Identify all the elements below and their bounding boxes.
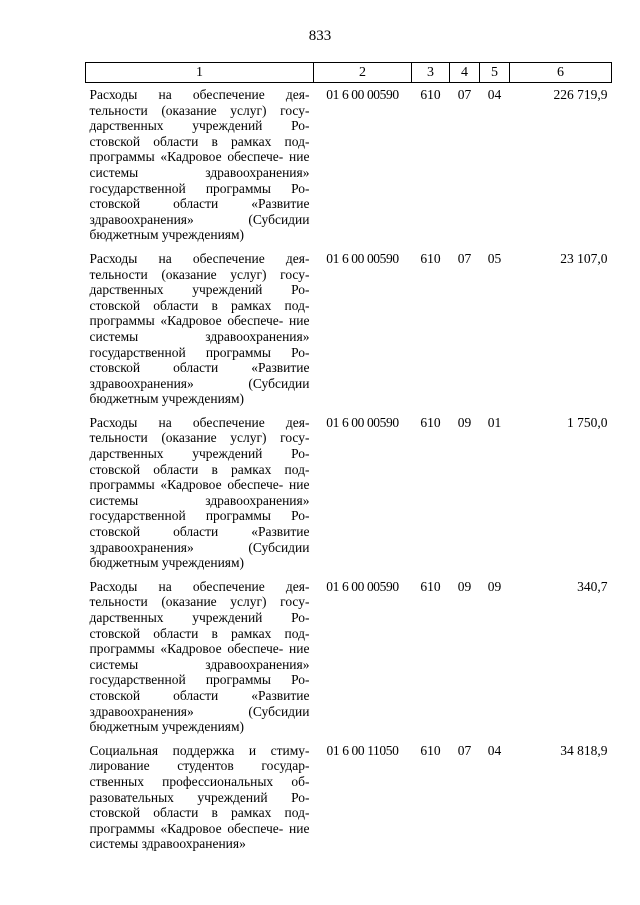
description-line: стовской области «Развитие [89, 360, 310, 376]
description-line: стовской области «Развитие [89, 687, 310, 703]
description-line: дарственных учреждений Ро- [89, 610, 310, 625]
row-code: 01 6 00 00590 [326, 578, 399, 594]
description-line: программы «Кадровое обеспече- [89, 149, 284, 165]
header-row [86, 63, 612, 83]
row-col4: 09 [457, 578, 472, 594]
row-col3: 610 [420, 87, 441, 102]
row-col3: 610 [420, 742, 441, 758]
description-line: тельности (оказание услуг) госу- [89, 430, 310, 446]
description-line: здравоохранения» (Субсидии [89, 539, 310, 555]
row-col5: 09 [487, 578, 502, 594]
row-col3: 610 [420, 414, 441, 430]
description-line: государственной программы Ро- [89, 672, 310, 688]
description-line: стовской области в рамках под- [89, 625, 310, 641]
row-amount: 226 719,9 [553, 87, 608, 102]
description-line: Расходы на обеспечение дея- [89, 87, 310, 102]
description-line: ние системы здравоохранения» [89, 641, 310, 672]
table-row [86, 83, 612, 247]
row-description [86, 83, 314, 247]
row-amount: 23 107,0 [560, 250, 608, 266]
header-col-3: 3 [412, 63, 450, 83]
row-col4: 07 [457, 87, 472, 102]
description-line: бюджетным учреждениям) [89, 391, 245, 407]
description-line: государственной программы Ро- [89, 508, 310, 524]
description-line: программы «Кадровое обеспече- [89, 477, 284, 493]
description-line: бюджетным учреждениям) [89, 719, 245, 735]
description-line: ние системы здравоохранения» [89, 820, 310, 852]
row-description [86, 247, 314, 411]
row-description [86, 739, 314, 856]
description-line: дарственных учреждений Ро- [89, 446, 310, 462]
description-line: лирование студентов государ- [89, 758, 310, 774]
description-line: стовской области «Развитие [89, 524, 310, 540]
description-line: дарственных учреждений Ро- [89, 282, 310, 298]
description-line: стовской области «Развитие [89, 196, 310, 212]
header-col-4: 4 [450, 63, 480, 83]
row-amount: 340,7 [577, 578, 608, 594]
table-row [86, 411, 612, 575]
description-line: здравоохранения» (Субсидии [89, 375, 310, 391]
row-col4: 07 [457, 250, 472, 266]
description-line: тельности (оказание услуг) госу- [89, 266, 310, 282]
budget-table [85, 62, 612, 856]
description-line: стовской области в рамках под- [89, 461, 310, 477]
row-col4: 07 [457, 742, 472, 758]
row-col5: 04 [487, 87, 502, 102]
row-amount: 34 818,9 [560, 742, 608, 758]
description-line: тельности (оказание услуг) госу- [89, 594, 310, 610]
description-line: Социальная поддержка и стиму- [89, 742, 310, 758]
description-line: Расходы на обеспечение дея- [89, 250, 310, 266]
row-col3: 610 [420, 578, 441, 594]
row-col5: 05 [487, 250, 502, 266]
row-col3: 610 [420, 250, 441, 266]
row-amount: 1 750,0 [567, 414, 608, 430]
description-line: стовской области в рамках под- [89, 805, 310, 821]
description-line: здравоохранения» (Субсидии [89, 703, 310, 719]
row-code: 01 6 00 00590 [326, 250, 399, 266]
table-row [86, 739, 612, 856]
description-line: ние системы здравоохранения» [89, 149, 310, 180]
description-line: Расходы на обеспечение дея- [89, 414, 310, 430]
description-line: программы «Кадровое обеспече- [89, 820, 284, 836]
description-line: стовской области в рамках под- [89, 133, 310, 149]
header-col-5: 5 [480, 63, 510, 83]
table-row [86, 575, 612, 739]
description-line: государственной программы Ро- [89, 344, 310, 360]
description-line: ственных профессиональных об- [89, 773, 310, 789]
description-line: тельности (оказание услуг) госу- [89, 102, 310, 118]
description-line: стовской области в рамках под- [89, 297, 310, 313]
header-col-1: 1 [86, 63, 314, 83]
description-line: разовательных учреждений Ро- [89, 789, 310, 805]
description-line: дарственных учреждений Ро- [89, 118, 310, 134]
row-col5: 01 [487, 414, 502, 430]
description-line: бюджетным учреждениям) [89, 555, 245, 571]
table-row [86, 247, 612, 411]
row-col4: 09 [457, 414, 472, 430]
description-line: бюджетным учреждениям) [89, 227, 245, 243]
description-line: Расходы на обеспечение дея- [89, 578, 310, 594]
description-line: государственной программы Ро- [89, 180, 310, 196]
header-col-6: 6 [510, 63, 612, 83]
row-code: 01 6 00 00590 [326, 414, 399, 430]
description-line: программы «Кадровое обеспече- [89, 641, 284, 657]
description-line: программы «Кадровое обеспече- [89, 313, 284, 329]
description-line: ние системы здравоохранения» [89, 477, 310, 508]
row-col5: 04 [487, 742, 502, 758]
header-col-2: 2 [314, 63, 412, 83]
description-line: ние системы здравоохранения» [89, 313, 310, 344]
row-code: 01 6 00 00590 [326, 87, 399, 102]
row-code: 01 6 00 11050 [326, 742, 399, 758]
description-line: здравоохранения» (Субсидии [89, 211, 310, 227]
page-number: 833 [308, 28, 332, 44]
row-description [86, 575, 314, 739]
row-description [86, 411, 314, 575]
